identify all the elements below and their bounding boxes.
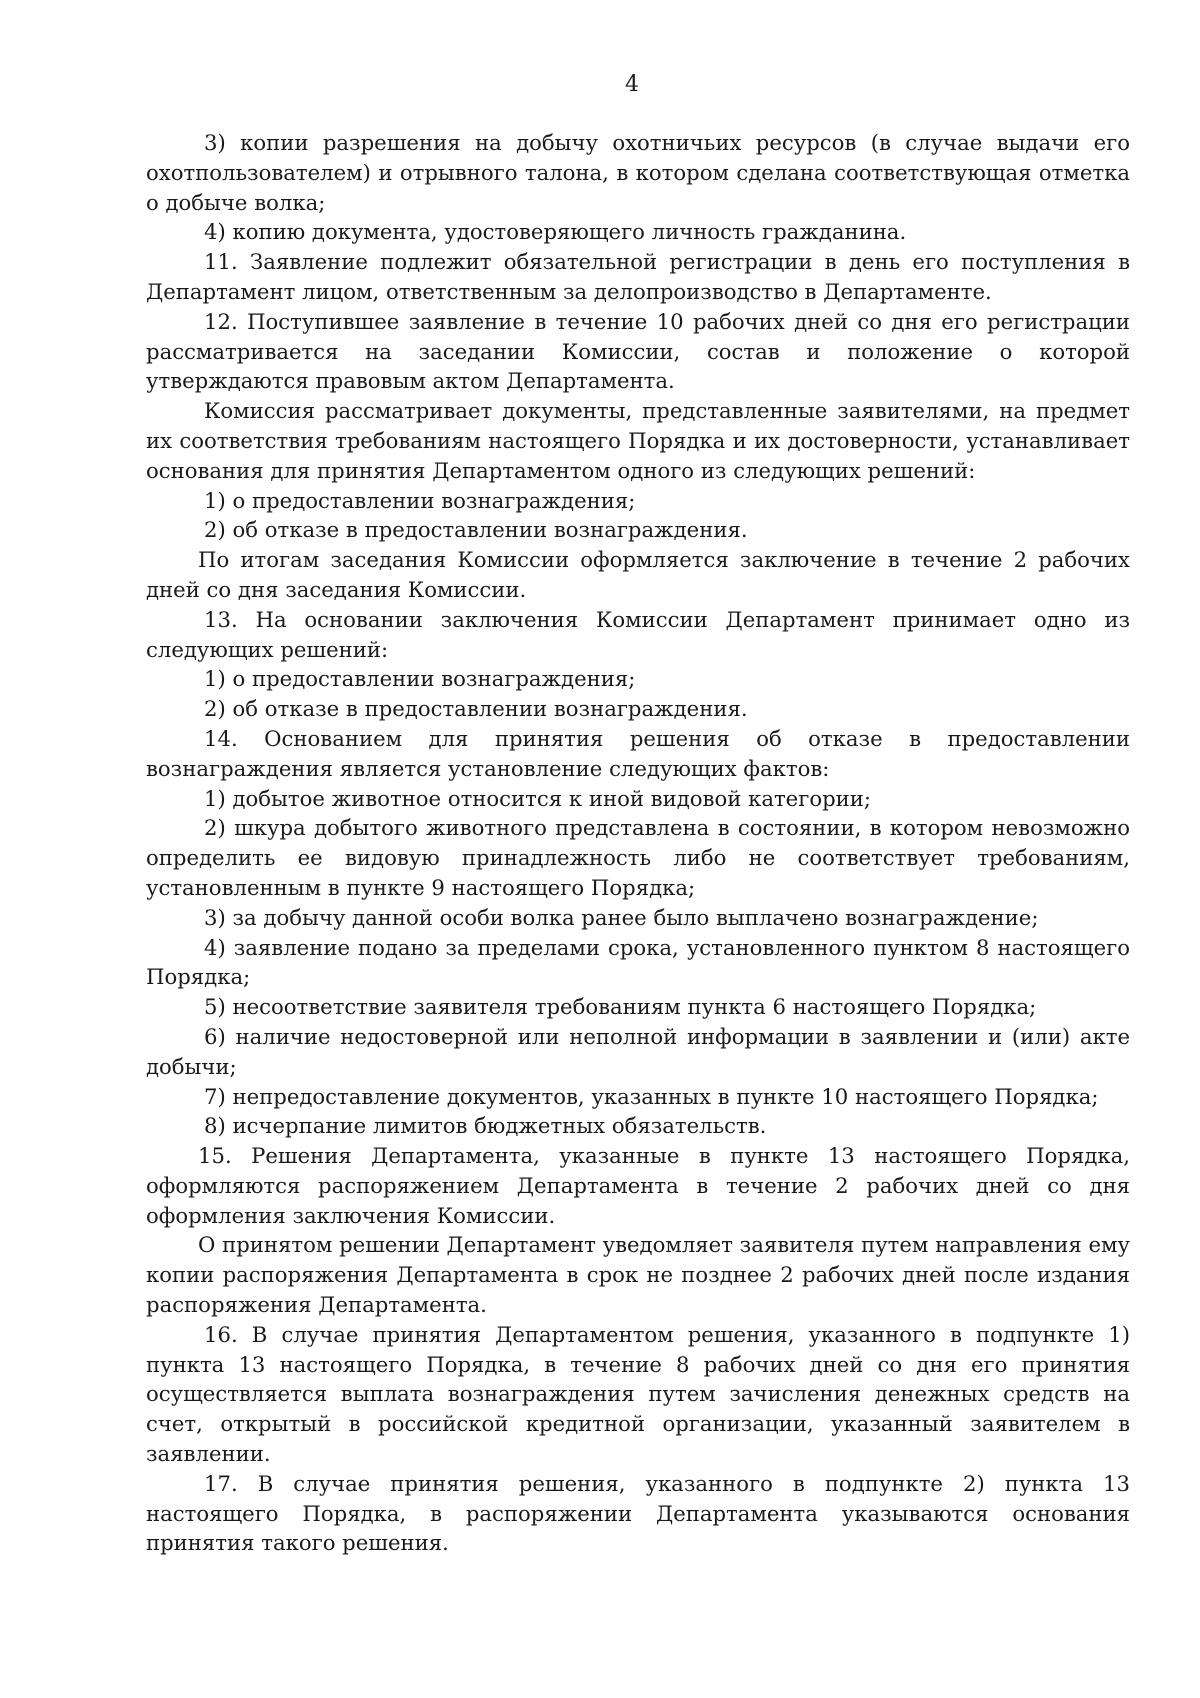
document-body bbox=[146, 128, 1130, 1558]
paragraph-clause-11: 11. Заявление подлежит обязательной регистрации в день его поступления в Департамент лицом, ответственным за делопроизводство в Департаменте. bbox=[146, 249, 1130, 304]
paragraph-clause-14: 14. Основанием для принятия решения об отказе в предоставлении вознаграждения является установление следующих фактов: bbox=[146, 725, 1130, 781]
paragraph-clause-12: 12. Поступившее заявление в течение 10 рабочих дней со дня его регистрации рассматривается на заседании Комиссии, состав и положение о которой утверждаются правовым актом Департамента. bbox=[146, 308, 1130, 394]
paragraph-refusal-reason-1: 1) добытое животное относится к иной видовой категории; bbox=[204, 785, 872, 811]
paragraph-refusal-reason-7: 7) непредоставление документов, указанных в пункте 10 настоящего Порядка; bbox=[204, 1083, 1099, 1109]
paragraph-refusal-reason-8: 8) исчерпание лимитов бюджетных обязательств. bbox=[204, 1113, 767, 1139]
paragraph-clause-13-refuse: 2) об отказе в предоставлении вознаграждения. bbox=[204, 696, 748, 722]
paragraph-decision-refuse: 2) об отказе в предоставлении вознаграждения. bbox=[204, 517, 748, 543]
paragraph-refusal-reason-3: 3) за добычу данной особи волка ранее было выплачено вознаграждение; bbox=[204, 904, 1039, 930]
paragraph-commission-conclusion: По итогам заседания Комиссии оформляется заключение в течение 2 рабочих дней со дня заседания Комиссии. bbox=[146, 547, 1130, 602]
paragraph-refusal-reason-6: 6) наличие недостоверной или неполной информации в заявлении и (или) акте добычи; bbox=[146, 1023, 1130, 1079]
paragraph-refusal-reason-5: 5) несоответствие заявителя требованиям пункта 6 настоящего Порядка; bbox=[204, 994, 1037, 1020]
paragraph-clause-15: 15. Решения Департамента, указанные в пункте 13 настоящего Порядка, оформляются распоряжением Департамента в течение 2 рабочих дней со дня оформления заключения Комиссии. bbox=[146, 1143, 1130, 1228]
paragraph-item-4-identity-document: 4) копию документа, удостоверяющего личность гражданина. bbox=[204, 219, 907, 245]
paragraph-refusal-reason-2: 2) шкура добытого животного представлена в состоянии, в котором невозможно определить ее видовую принадлежность либо не соответствует требованиям, установленным в пункте 9 настоящего Порядка; bbox=[146, 815, 1130, 900]
paragraph-commission-review: Комиссия рассматривает документы, представленные заявителями, на предмет их соответствия требованиям настоящего Порядка и их достоверности, устанавливает основания для принятия Департаментом одного из следующих решений: bbox=[146, 398, 1130, 483]
paragraph-notification: О принятом решении Департамент уведомляет заявителя путем направления ему копии распоряжения Департамента в срок не позднее 2 рабочих дней после издания распоряжения Департамента. bbox=[146, 1232, 1130, 1318]
paragraph-clause-17: 17. В случае принятия решения, указанного в подпункте 2) пункта 13 настоящего Порядка, в распоряжении Департамента указываются основания принятия такого решения. bbox=[146, 1470, 1130, 1556]
paragraph-clause-16: 16. В случае принятия Департаментом решения, указанного в подпункте 1) пункта 13 настоящего Порядка, в течение 8 рабочих дней со дня его принятия осуществляется выплата вознаграждения путем зачисления денежных средств на счет, открытый в российской кредитной организации, указанный заявителем в заявлении. bbox=[146, 1321, 1130, 1467]
paragraph-refusal-reason-4: 4) заявление подано за пределами срока, установленного пунктом 8 настоящего Порядка; bbox=[146, 934, 1130, 990]
paragraph-clause-13: 13. На основании заключения Комиссии Департамент принимает одно из следующих решений: bbox=[146, 606, 1130, 662]
paragraph-item-3-copies-permit: 3) копии разрешения на добычу охотничьих ресурсов (в случае выдачи его охотпользователем) и отрывного талона, в котором сделана соответствующая отметка о добыче волка; bbox=[146, 130, 1130, 215]
paragraph-decision-grant: 1) о предоставлении вознаграждения; bbox=[204, 487, 636, 513]
paragraph-clause-13-grant: 1) о предоставлении вознаграждения; bbox=[204, 666, 636, 692]
page-number: 4 bbox=[625, 72, 639, 97]
